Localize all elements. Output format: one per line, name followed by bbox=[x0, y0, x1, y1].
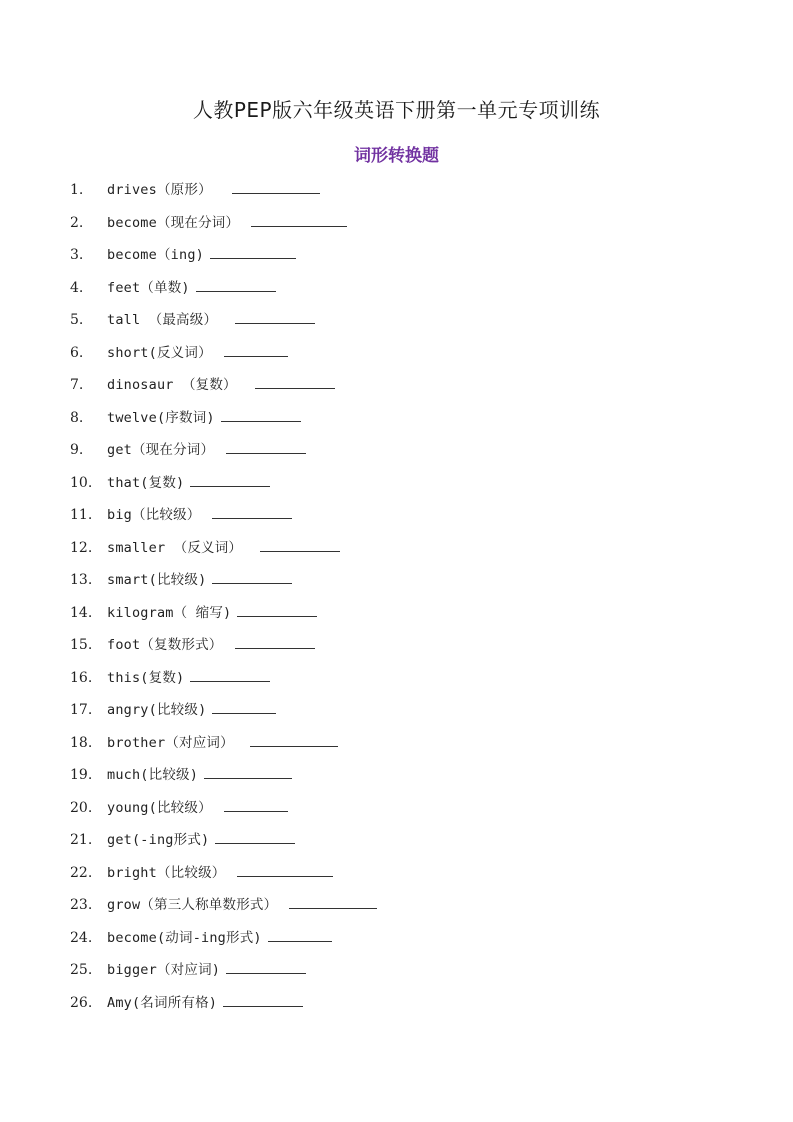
question-number: 22. bbox=[70, 864, 93, 881]
answer-blank[interactable] bbox=[237, 602, 317, 617]
question-text: angry(比较级) bbox=[107, 702, 207, 718]
question-item bbox=[70, 337, 710, 370]
question-item bbox=[70, 792, 710, 825]
answer-blank[interactable] bbox=[237, 862, 333, 877]
question-item bbox=[70, 207, 710, 240]
answer-blank[interactable] bbox=[232, 179, 320, 194]
answer-blank[interactable] bbox=[235, 309, 315, 324]
question-text: become（现在分词） bbox=[107, 214, 240, 231]
answer-blank[interactable] bbox=[224, 797, 288, 812]
question-number: 9. bbox=[70, 442, 84, 458]
question-item bbox=[70, 857, 710, 890]
question-text: become（ing) bbox=[107, 247, 204, 263]
answer-blank[interactable] bbox=[190, 667, 270, 682]
question-item bbox=[70, 629, 710, 662]
question-item bbox=[70, 727, 710, 760]
question-item bbox=[70, 369, 710, 402]
question-item bbox=[70, 532, 710, 565]
page-title: 人教PEP版六年级英语下册第一单元专项训练 bbox=[192, 98, 601, 122]
answer-blank[interactable] bbox=[223, 992, 303, 1007]
question-item bbox=[70, 564, 710, 597]
question-number: 6. bbox=[70, 344, 84, 361]
question-text: drives（原形） bbox=[107, 182, 212, 198]
question-item bbox=[70, 434, 710, 467]
question-item bbox=[70, 597, 710, 630]
question-text: big（比较级） bbox=[107, 507, 201, 523]
question-number: 10. bbox=[70, 474, 93, 491]
question-text: get(-ing形式) bbox=[107, 832, 210, 848]
question-number: 12. bbox=[70, 539, 93, 556]
answer-blank[interactable] bbox=[250, 732, 338, 747]
question-number: 3. bbox=[70, 247, 84, 263]
question-text: dinosaur （复数） bbox=[107, 377, 237, 393]
section-subtitle: 词形转换题 bbox=[354, 146, 439, 166]
question-number: 25. bbox=[70, 962, 93, 978]
question-number: 2. bbox=[70, 214, 84, 231]
question-number: 11. bbox=[70, 507, 93, 523]
question-number: 1. bbox=[70, 182, 84, 198]
question-number: 20. bbox=[70, 799, 93, 816]
answer-blank[interactable] bbox=[251, 212, 347, 227]
question-item bbox=[70, 987, 710, 1020]
question-item bbox=[70, 402, 710, 435]
question-item bbox=[70, 889, 710, 922]
question-item bbox=[70, 824, 710, 857]
answer-blank[interactable] bbox=[221, 407, 301, 422]
question-item bbox=[70, 759, 710, 792]
question-item bbox=[70, 304, 710, 337]
answer-blank[interactable] bbox=[255, 374, 335, 389]
answer-blank[interactable] bbox=[190, 472, 270, 487]
question-text: bright（比较级） bbox=[107, 864, 226, 881]
question-text: this(复数) bbox=[107, 669, 185, 686]
question-text: Amy(名词所有格) bbox=[107, 994, 218, 1011]
question-number: 24. bbox=[70, 929, 93, 946]
question-number: 17. bbox=[70, 702, 93, 718]
answer-blank[interactable] bbox=[212, 699, 276, 714]
question-number: 13. bbox=[70, 572, 93, 588]
question-number: 23. bbox=[70, 897, 93, 913]
question-number: 16. bbox=[70, 669, 93, 686]
question-text: become(动词-ing形式) bbox=[107, 929, 262, 946]
answer-blank[interactable] bbox=[196, 277, 276, 292]
answer-blank[interactable] bbox=[204, 764, 292, 779]
question-number: 7. bbox=[70, 377, 84, 393]
question-text: smart(比较级) bbox=[107, 572, 207, 588]
question-item bbox=[70, 922, 710, 955]
question-item bbox=[70, 467, 710, 500]
question-number: 4. bbox=[70, 279, 84, 296]
question-number: 15. bbox=[70, 637, 93, 653]
question-number: 14. bbox=[70, 604, 93, 621]
question-text: short(反义词） bbox=[107, 344, 212, 361]
question-text: much(比较级) bbox=[107, 767, 199, 783]
question-item bbox=[70, 694, 710, 727]
question-text: young(比较级） bbox=[107, 799, 212, 816]
answer-blank[interactable] bbox=[215, 829, 295, 844]
question-text: twelve(序数词) bbox=[107, 409, 215, 426]
question-item bbox=[70, 499, 710, 532]
question-text: that(复数) bbox=[107, 474, 185, 491]
question-number: 18. bbox=[70, 734, 93, 751]
question-item bbox=[70, 954, 710, 987]
question-number: 19. bbox=[70, 767, 93, 783]
answer-blank[interactable] bbox=[260, 537, 340, 552]
answer-blank[interactable] bbox=[289, 894, 377, 909]
question-number: 8. bbox=[70, 409, 84, 426]
question-item bbox=[70, 662, 710, 695]
question-text: bigger（对应词) bbox=[107, 962, 221, 978]
question-list bbox=[70, 174, 710, 1019]
question-item bbox=[70, 272, 710, 305]
answer-blank[interactable] bbox=[235, 634, 315, 649]
question-text: get（现在分词） bbox=[107, 442, 215, 458]
question-number: 5. bbox=[70, 312, 84, 328]
answer-blank[interactable] bbox=[226, 959, 306, 974]
question-text: smaller （反义词） bbox=[107, 539, 243, 556]
answer-blank[interactable] bbox=[212, 504, 292, 519]
answer-blank[interactable] bbox=[210, 244, 296, 259]
question-text: kilogram（ 缩写) bbox=[107, 604, 232, 621]
question-number: 26. bbox=[70, 994, 93, 1011]
question-text: foot（复数形式） bbox=[107, 637, 223, 653]
question-text: tall （最高级） bbox=[107, 312, 218, 328]
question-number: 21. bbox=[70, 832, 93, 848]
question-text: brother（对应词） bbox=[107, 734, 234, 751]
question-item bbox=[70, 239, 710, 272]
answer-blank[interactable] bbox=[268, 927, 332, 942]
answer-blank[interactable] bbox=[226, 439, 306, 454]
question-text: feet（单数) bbox=[107, 279, 190, 296]
answer-blank[interactable] bbox=[212, 569, 292, 584]
question-item bbox=[70, 174, 710, 207]
question-text: grow（第三人称单数形式） bbox=[107, 897, 278, 913]
answer-blank[interactable] bbox=[224, 342, 288, 357]
